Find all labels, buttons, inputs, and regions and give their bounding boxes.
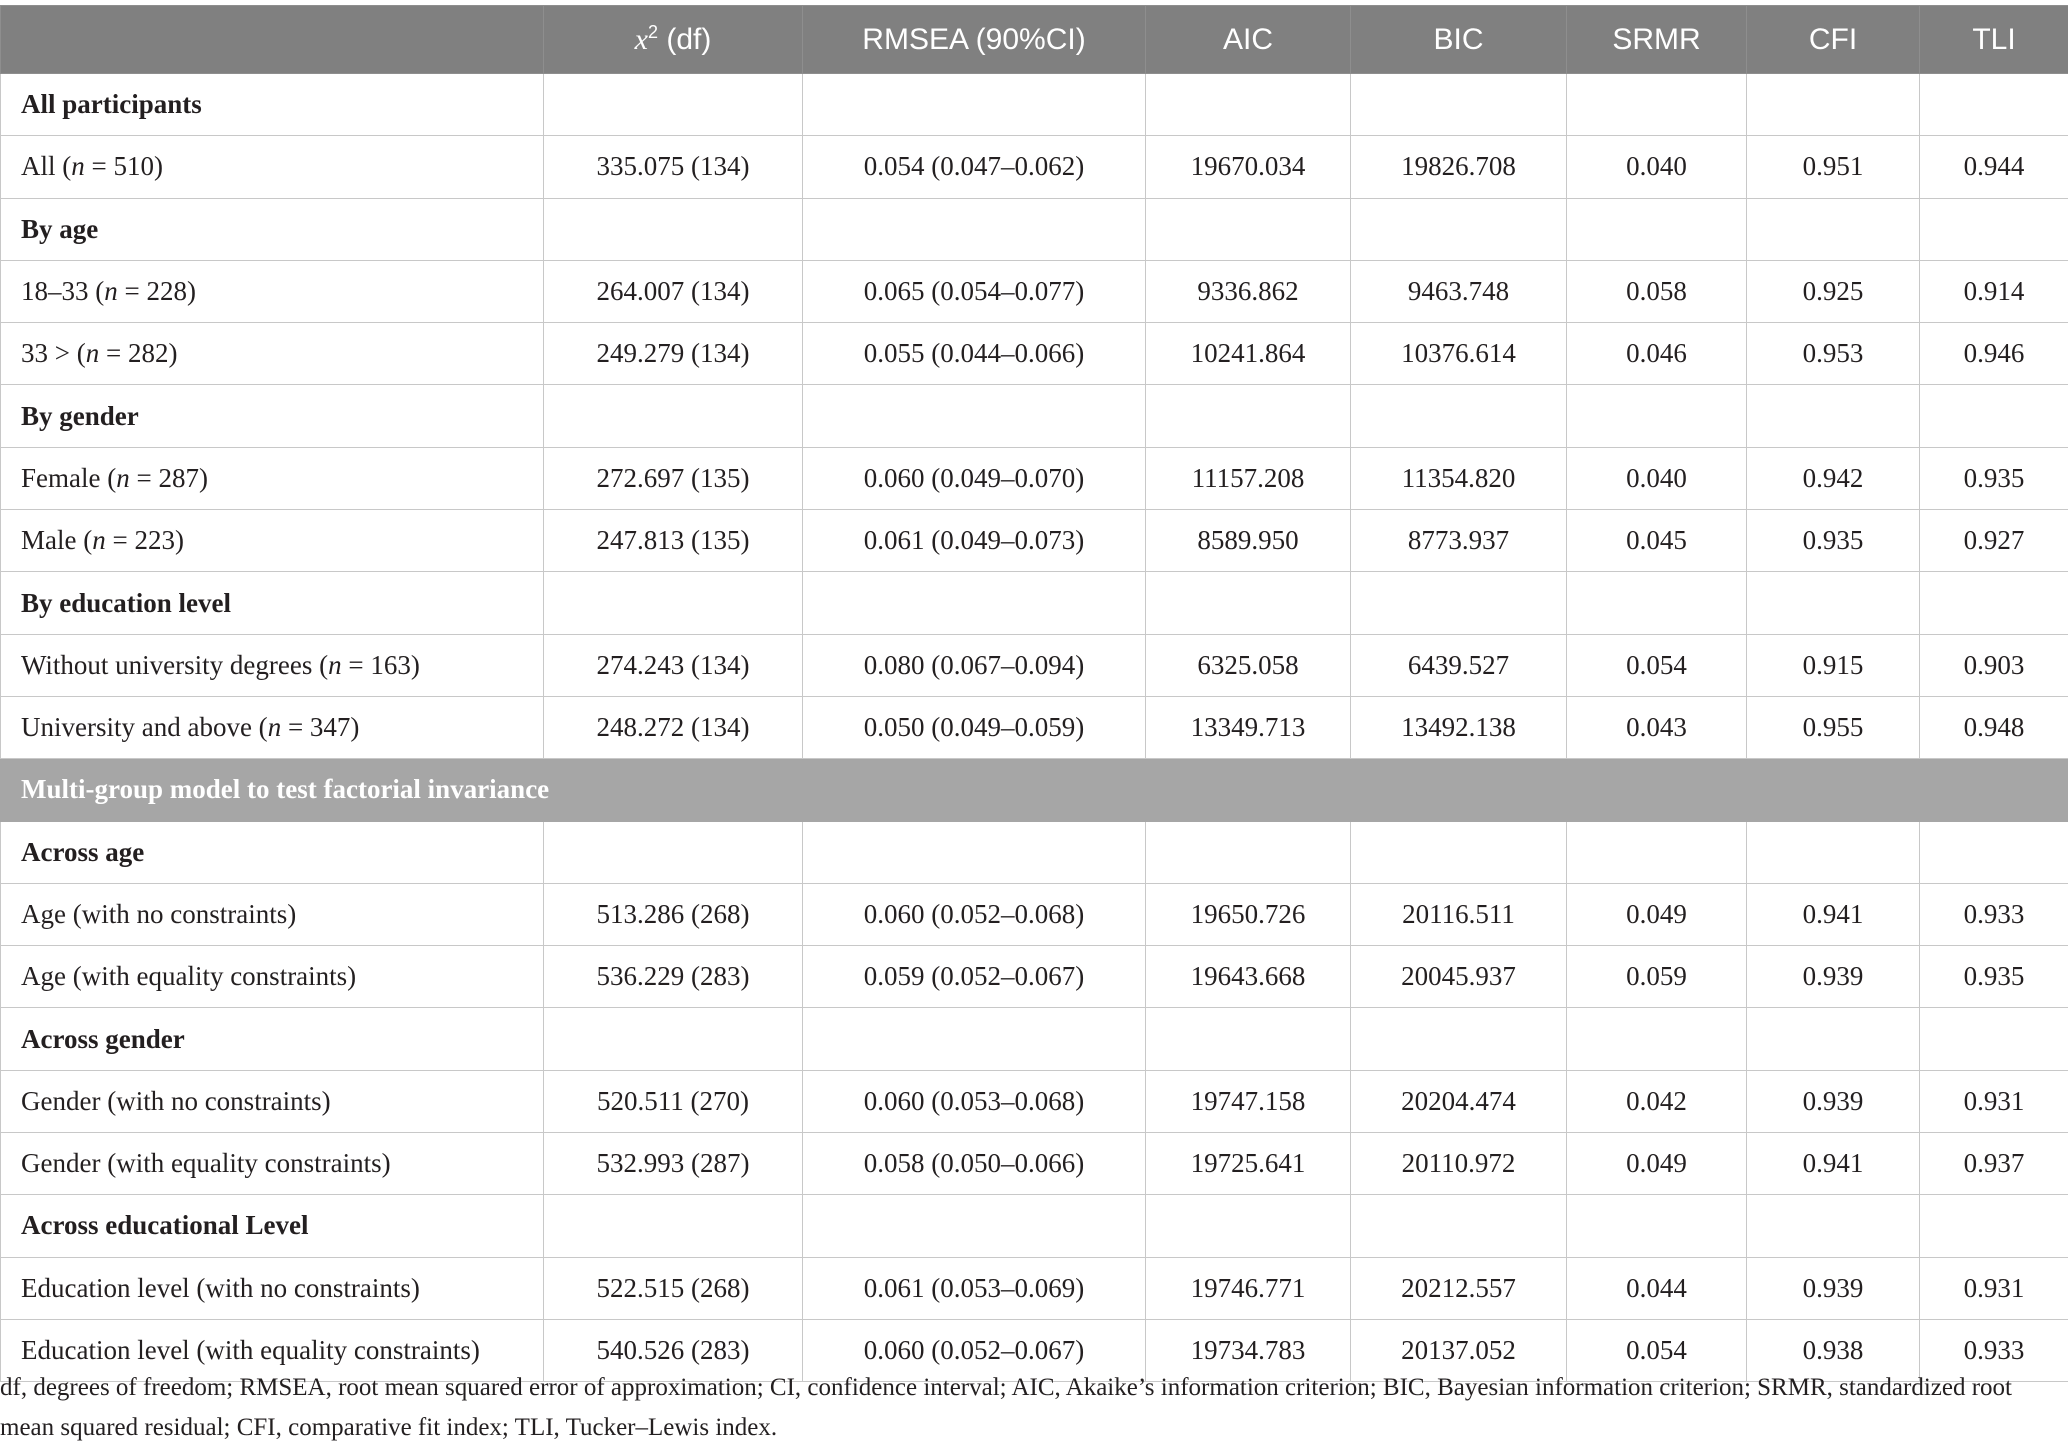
- value-cell: 6325.058: [1146, 634, 1351, 696]
- empty-cell: [1567, 572, 1747, 634]
- value-cell: 0.933: [1920, 1319, 2068, 1381]
- empty-cell: [1747, 821, 1920, 883]
- value-cell: 0.061 (0.053–0.069): [803, 1257, 1146, 1319]
- value-cell: 8773.937: [1351, 510, 1567, 572]
- chi-df-label: (df): [658, 23, 712, 56]
- table-footnote: df, degrees of freedom; RMSEA, root mean squared error of approximation; CI, confidence interval; AIC, Akaike’s information criterion; BIC, Bayesian information criterion; SRMR, standardized root mean squared residual; CFI, comparative fit index; TLI, Tucker–Lewis index.: [0, 1374, 2012, 1441]
- table-row: [1, 510, 2068, 572]
- value-cell: 0.049: [1567, 883, 1747, 945]
- empty-cell: [1920, 572, 2068, 634]
- value-cell: 0.931: [1920, 1257, 2068, 1319]
- empty-cell: [544, 74, 803, 136]
- value-cell: 0.953: [1747, 323, 1920, 385]
- value-cell: 0.060 (0.049–0.070): [803, 447, 1146, 509]
- value-cell: 0.059 (0.052–0.067): [803, 946, 1146, 1008]
- header-bic: BIC: [1351, 6, 1567, 74]
- row-label: [1, 1070, 544, 1132]
- empty-cell: [1567, 1195, 1747, 1257]
- table-row: [1, 883, 2068, 945]
- empty-cell: [1146, 1195, 1351, 1257]
- value-cell: 9336.862: [1146, 260, 1351, 322]
- empty-cell: [803, 198, 1146, 260]
- empty-cell: [1351, 1195, 1567, 1257]
- empty-cell: [803, 1195, 1146, 1257]
- value-cell: 19725.641: [1146, 1133, 1351, 1195]
- group-label: By age: [1, 198, 544, 260]
- value-cell: 8589.950: [1146, 510, 1351, 572]
- empty-cell: [544, 821, 803, 883]
- empty-cell: [1920, 198, 2068, 260]
- value-cell: 0.935: [1920, 946, 2068, 1008]
- value-cell: 11354.820: [1351, 447, 1567, 509]
- value-cell: 0.935: [1747, 510, 1920, 572]
- value-cell: 10241.864: [1146, 323, 1351, 385]
- chi-symbol: x: [634, 23, 648, 56]
- row-label-text: Female (: [21, 462, 117, 493]
- empty-cell: [544, 198, 803, 260]
- row-label: [1, 136, 544, 198]
- group-label: By gender: [1, 385, 544, 447]
- value-cell: 0.043: [1567, 696, 1747, 758]
- value-cell: 274.243 (134): [544, 634, 803, 696]
- table-row: [1, 946, 2068, 1008]
- sample-size-value: = 282): [99, 338, 178, 369]
- empty-cell: [1747, 1195, 1920, 1257]
- empty-cell: [1351, 572, 1567, 634]
- row-label-text: Education level (with equality constraints): [21, 1335, 480, 1366]
- value-cell: 11157.208: [1146, 447, 1351, 509]
- row-label-text: University and above (: [21, 712, 268, 743]
- table-row: [1, 323, 2068, 385]
- group-label: Across age: [1, 821, 544, 883]
- sample-size-value: = 510): [84, 151, 163, 182]
- value-cell: 0.059: [1567, 946, 1747, 1008]
- sample-size-value: = 163): [341, 649, 420, 680]
- header-rmsea: RMSEA (90%CI): [803, 6, 1146, 74]
- empty-cell: [1747, 572, 1920, 634]
- value-cell: 20212.557: [1351, 1257, 1567, 1319]
- row-label-text: Male (: [21, 525, 93, 556]
- value-cell: 0.054: [1567, 1319, 1747, 1381]
- sample-size-value: = 228): [117, 276, 196, 307]
- row-label-text: Education level (with no constraints): [21, 1272, 420, 1303]
- empty-cell: [544, 1008, 803, 1070]
- header-blank: [1, 6, 544, 74]
- sample-size-symbol: n: [85, 338, 100, 369]
- empty-cell: [803, 385, 1146, 447]
- value-cell: 0.939: [1747, 1070, 1920, 1132]
- value-cell: 6439.527: [1351, 634, 1567, 696]
- sample-size-value: = 287): [129, 462, 208, 493]
- sample-size-symbol: n: [104, 276, 118, 307]
- value-cell: 0.925: [1747, 260, 1920, 322]
- section-banner-label: Multi-group model to test factorial invariance: [1, 759, 2068, 821]
- table-row: [1, 447, 2068, 509]
- value-cell: 0.065 (0.054–0.077): [803, 260, 1146, 322]
- value-cell: 19650.726: [1146, 883, 1351, 945]
- table-row: [1, 260, 2068, 322]
- group-header-row: [1, 198, 2068, 260]
- row-label: [1, 510, 544, 572]
- value-cell: 9463.748: [1351, 260, 1567, 322]
- value-cell: 0.942: [1747, 447, 1920, 509]
- value-cell: 0.938: [1747, 1319, 1920, 1381]
- header-cfi: CFI: [1747, 6, 1920, 74]
- value-cell: 0.946: [1920, 323, 2068, 385]
- row-label: [1, 447, 544, 509]
- value-cell: 248.272 (134): [544, 696, 803, 758]
- group-header-row: [1, 1195, 2068, 1257]
- value-cell: 0.058: [1567, 260, 1747, 322]
- value-cell: 532.993 (287): [544, 1133, 803, 1195]
- row-label: [1, 883, 544, 945]
- empty-cell: [1747, 74, 1920, 136]
- group-label: Across educational Level: [1, 1195, 544, 1257]
- group-header-row: [1, 74, 2068, 136]
- empty-cell: [1567, 821, 1747, 883]
- table-body: [1, 74, 2068, 1382]
- value-cell: 522.515 (268): [544, 1257, 803, 1319]
- section-banner-row: [1, 759, 2068, 821]
- header-srmr: SRMR: [1567, 6, 1747, 74]
- empty-cell: [803, 572, 1146, 634]
- value-cell: 0.937: [1920, 1133, 2068, 1195]
- header-tli: TLI: [1920, 6, 2068, 74]
- row-label-text: Gender (with no constraints): [21, 1085, 331, 1116]
- header-aic: AIC: [1146, 6, 1351, 74]
- value-cell: 19643.668: [1146, 946, 1351, 1008]
- value-cell: 520.511 (270): [544, 1070, 803, 1132]
- row-label-text: Without university degrees (: [21, 649, 329, 680]
- sample-size-symbol: n: [92, 525, 106, 556]
- chi-superscript: 2: [647, 22, 658, 42]
- value-cell: 0.080 (0.067–0.094): [803, 634, 1146, 696]
- empty-cell: [1146, 198, 1351, 260]
- row-label: [1, 260, 544, 322]
- sample-size-value: = 223): [105, 525, 184, 556]
- value-cell: 0.903: [1920, 634, 2068, 696]
- value-cell: 0.948: [1920, 696, 2068, 758]
- value-cell: 19826.708: [1351, 136, 1567, 198]
- row-label: [1, 323, 544, 385]
- value-cell: 0.055 (0.044–0.066): [803, 323, 1146, 385]
- table-row: [1, 634, 2068, 696]
- empty-cell: [1920, 385, 2068, 447]
- table-container: [0, 5, 2068, 1382]
- value-cell: 0.935: [1920, 447, 2068, 509]
- row-label-text: Gender (with equality constraints): [21, 1148, 391, 1179]
- table-row: [1, 136, 2068, 198]
- value-cell: 0.046: [1567, 323, 1747, 385]
- table-row: [1, 1133, 2068, 1195]
- row-label-text: 33 > (: [21, 338, 86, 369]
- value-cell: 20110.972: [1351, 1133, 1567, 1195]
- value-cell: 19747.158: [1146, 1070, 1351, 1132]
- value-cell: 10376.614: [1351, 323, 1567, 385]
- value-cell: 0.944: [1920, 136, 2068, 198]
- group-label: By education level: [1, 572, 544, 634]
- empty-cell: [544, 385, 803, 447]
- empty-cell: [1747, 385, 1920, 447]
- value-cell: 0.040: [1567, 136, 1747, 198]
- empty-cell: [1567, 1008, 1747, 1070]
- value-cell: 0.931: [1920, 1070, 2068, 1132]
- value-cell: 0.042: [1567, 1070, 1747, 1132]
- row-label: [1, 946, 544, 1008]
- sample-size-symbol: n: [116, 462, 130, 493]
- group-header-row: [1, 385, 2068, 447]
- value-cell: 0.933: [1920, 883, 2068, 945]
- value-cell: 0.061 (0.049–0.073): [803, 510, 1146, 572]
- empty-cell: [803, 74, 1146, 136]
- value-cell: 0.939: [1747, 946, 1920, 1008]
- group-label: Across gender: [1, 1008, 544, 1070]
- group-header-row: [1, 572, 2068, 634]
- value-cell: 247.813 (135): [544, 510, 803, 572]
- value-cell: 0.044: [1567, 1257, 1747, 1319]
- value-cell: 19670.034: [1146, 136, 1351, 198]
- value-cell: 536.229 (283): [544, 946, 803, 1008]
- empty-cell: [1747, 1008, 1920, 1070]
- row-label: [1, 1257, 544, 1319]
- value-cell: 19734.783: [1146, 1319, 1351, 1381]
- group-header-row: [1, 1008, 2068, 1070]
- header-row: [1, 6, 2068, 74]
- value-cell: 0.939: [1747, 1257, 1920, 1319]
- value-cell: 20204.474: [1351, 1070, 1567, 1132]
- row-label: [1, 696, 544, 758]
- empty-cell: [1146, 572, 1351, 634]
- value-cell: 20137.052: [1351, 1319, 1567, 1381]
- sample-size-symbol: n: [267, 712, 282, 743]
- value-cell: 540.526 (283): [544, 1319, 803, 1381]
- empty-cell: [1567, 198, 1747, 260]
- table-row: [1, 696, 2068, 758]
- value-cell: 272.697 (135): [544, 447, 803, 509]
- value-cell: 13492.138: [1351, 696, 1567, 758]
- sample-size-value: = 347): [281, 712, 360, 743]
- value-cell: 0.060 (0.052–0.068): [803, 883, 1146, 945]
- sample-size-symbol: n: [71, 151, 85, 182]
- value-cell: 0.049: [1567, 1133, 1747, 1195]
- group-label: All participants: [1, 74, 544, 136]
- value-cell: 0.915: [1747, 634, 1920, 696]
- header-chi-square: [544, 6, 803, 74]
- value-cell: 20116.511: [1351, 883, 1567, 945]
- value-cell: 0.927: [1920, 510, 2068, 572]
- row-label-text: 18–33 (: [21, 276, 105, 307]
- table-row: [1, 1070, 2068, 1132]
- sample-size-symbol: n: [328, 649, 342, 680]
- empty-cell: [803, 1008, 1146, 1070]
- value-cell: 0.951: [1747, 136, 1920, 198]
- empty-cell: [1146, 74, 1351, 136]
- value-cell: 335.075 (134): [544, 136, 803, 198]
- fit-indices-table: [0, 5, 2068, 1382]
- empty-cell: [1351, 821, 1567, 883]
- table-row: [1, 1257, 2068, 1319]
- empty-cell: [1146, 1008, 1351, 1070]
- empty-cell: [1920, 1195, 2068, 1257]
- value-cell: 513.286 (268): [544, 883, 803, 945]
- value-cell: 0.045: [1567, 510, 1747, 572]
- value-cell: 0.054 (0.047–0.062): [803, 136, 1146, 198]
- value-cell: 0.941: [1747, 883, 1920, 945]
- empty-cell: [1351, 385, 1567, 447]
- empty-cell: [1920, 74, 2068, 136]
- empty-cell: [1351, 74, 1567, 136]
- value-cell: 264.007 (134): [544, 260, 803, 322]
- row-label: [1, 634, 544, 696]
- empty-cell: [1146, 821, 1351, 883]
- value-cell: 0.058 (0.050–0.066): [803, 1133, 1146, 1195]
- empty-cell: [1567, 74, 1747, 136]
- value-cell: 249.279 (134): [544, 323, 803, 385]
- value-cell: 0.040: [1567, 447, 1747, 509]
- empty-cell: [544, 572, 803, 634]
- row-label-text: Age (with equality constraints): [21, 961, 357, 992]
- empty-cell: [1920, 1008, 2068, 1070]
- empty-cell: [1567, 385, 1747, 447]
- empty-cell: [1351, 198, 1567, 260]
- row-label-text: Age (with no constraints): [21, 899, 297, 929]
- empty-cell: [544, 1195, 803, 1257]
- empty-cell: [1351, 1008, 1567, 1070]
- empty-cell: [1920, 821, 2068, 883]
- row-label: [1, 1133, 544, 1195]
- value-cell: 0.955: [1747, 696, 1920, 758]
- value-cell: 0.060 (0.053–0.068): [803, 1070, 1146, 1132]
- value-cell: 0.941: [1747, 1133, 1920, 1195]
- row-label-text: All (: [21, 151, 72, 182]
- value-cell: 0.054: [1567, 634, 1747, 696]
- value-cell: 13349.713: [1146, 696, 1351, 758]
- empty-cell: [803, 821, 1146, 883]
- empty-cell: [1747, 198, 1920, 260]
- value-cell: 0.050 (0.049–0.059): [803, 696, 1146, 758]
- group-header-row: [1, 821, 2068, 883]
- value-cell: 0.060 (0.052–0.067): [803, 1319, 1146, 1381]
- empty-cell: [1146, 385, 1351, 447]
- value-cell: 19746.771: [1146, 1257, 1351, 1319]
- value-cell: 20045.937: [1351, 946, 1567, 1008]
- value-cell: 0.914: [1920, 260, 2068, 322]
